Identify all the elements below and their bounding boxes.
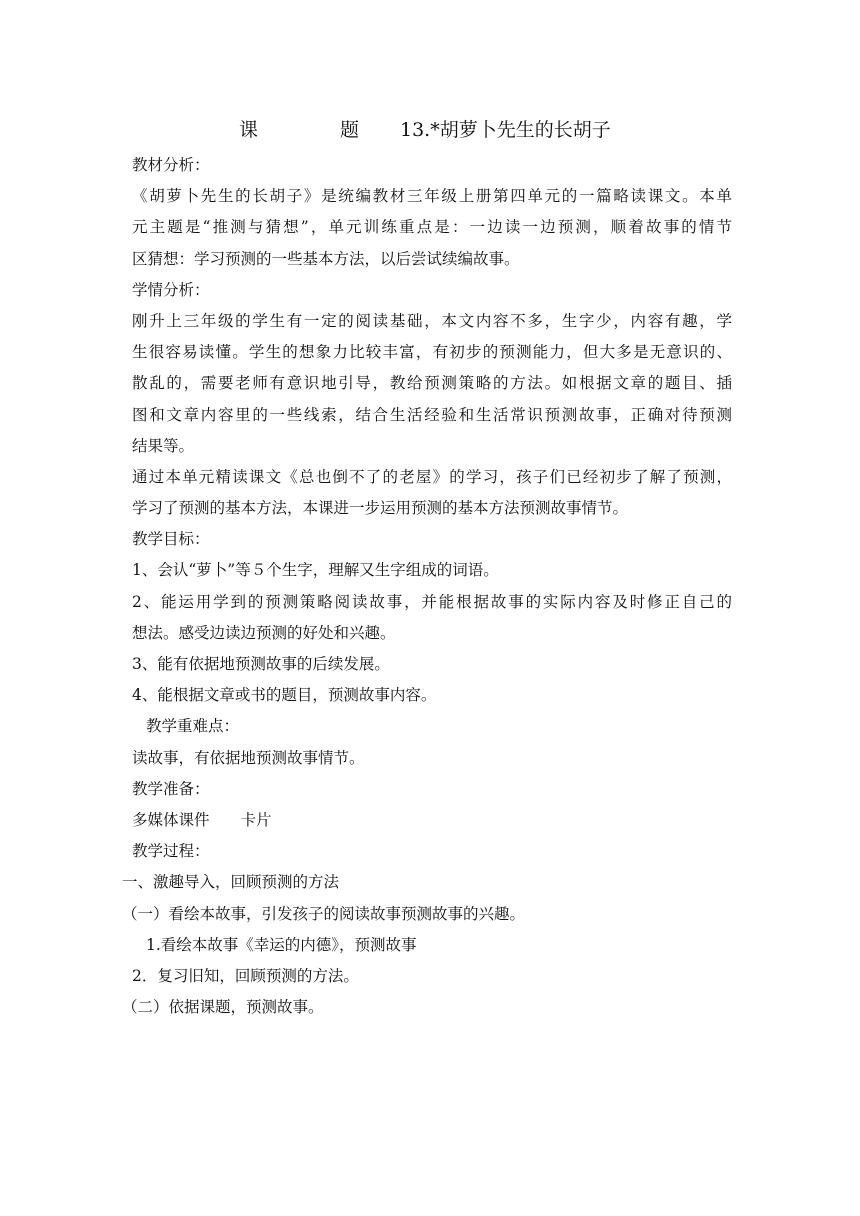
goal-item: 2、能运用学到的预测策略阅读故事，并能根据故事的实际内容及时修正自己的 bbox=[132, 592, 732, 611]
process-item: 2．复习旧知，回顾预测的方法。 bbox=[132, 966, 359, 985]
material-heading: 教材分析： bbox=[132, 156, 210, 174]
learner-line: 刚升上三年级的学生有一定的阅读基础，本文内容不多，生字少，内容有趣，学 bbox=[132, 311, 732, 330]
process-substep: （二）依据课题，预测故事。 bbox=[122, 998, 324, 1017]
keypoints-text: 读故事，有依据地预测故事情节。 bbox=[132, 748, 365, 767]
title-label-ti: 题 bbox=[340, 119, 360, 141]
learner-line: 生很容易读懂。学生的想象力比较丰富，有初步的预测能力，但大多是无意识的、 bbox=[132, 343, 732, 362]
process-item: 1.看绘本故事《幸运的内德》，预测故事 bbox=[146, 935, 417, 954]
learner-line: 通过本单元精读课文《总也倒不了的老屋》的学习，孩子们已经初步了解了预测， bbox=[132, 467, 732, 486]
learner-line: 学习了预测的基本方法，本课进一步运用预测的基本方法预测故事情节。 bbox=[132, 499, 629, 518]
process-substep: （一）看绘本故事，引发孩子的阅读故事预测故事的兴趣。 bbox=[122, 904, 526, 923]
learner-heading: 学情分析： bbox=[132, 280, 210, 299]
goal-item: 4、能根据文章或书的题目，预测故事内容。 bbox=[132, 686, 437, 705]
lesson-title-row bbox=[0, 113, 860, 147]
material-line: 元主题是“推测与猜想”，单元训练重点是：一边读一边预测，顺着故事的情节 bbox=[132, 218, 732, 237]
prep-heading: 教学准备： bbox=[132, 779, 210, 798]
keypoints-heading: 教学重难点： bbox=[146, 717, 240, 736]
learner-line: 图和文章内容里的一些线索，结合生活经验和生活常识预测故事，正确对待预测 bbox=[132, 405, 732, 424]
goals-heading: 教学目标： bbox=[132, 530, 210, 549]
learner-line: 散乱的，需要老师有意识地引导，教给预测策略的方法。如根据文章的题目、插 bbox=[132, 374, 732, 393]
title-label-ke: 课 bbox=[239, 119, 259, 141]
document-body bbox=[122, 150, 732, 1023]
process-heading: 教学过程： bbox=[132, 842, 210, 861]
goal-item: 想法。感受边读边预测的好处和兴趣。 bbox=[132, 623, 396, 642]
prep-text: 多媒体课件 卡片 bbox=[132, 810, 272, 829]
learner-line: 结果等。 bbox=[132, 436, 195, 455]
lesson-title: 13.*胡萝卜先生的长胡子 bbox=[400, 119, 611, 141]
goal-item: 3、能有依据地预测故事的后续发展。 bbox=[132, 655, 390, 673]
material-line: 区猜想：学习预测的一些基本方法，以后尝试续编故事。 bbox=[132, 249, 520, 268]
goal-item: 1、会认“萝卜”等５个生字，理解又生字组成的词语。 bbox=[132, 561, 499, 580]
material-line: 《胡萝卜先生的长胡子》是统编教材三年级上册第四单元的一篇略读课文。本单 bbox=[132, 187, 732, 206]
process-step: 一、激趣导入，回顾预测的方法 bbox=[122, 873, 340, 892]
